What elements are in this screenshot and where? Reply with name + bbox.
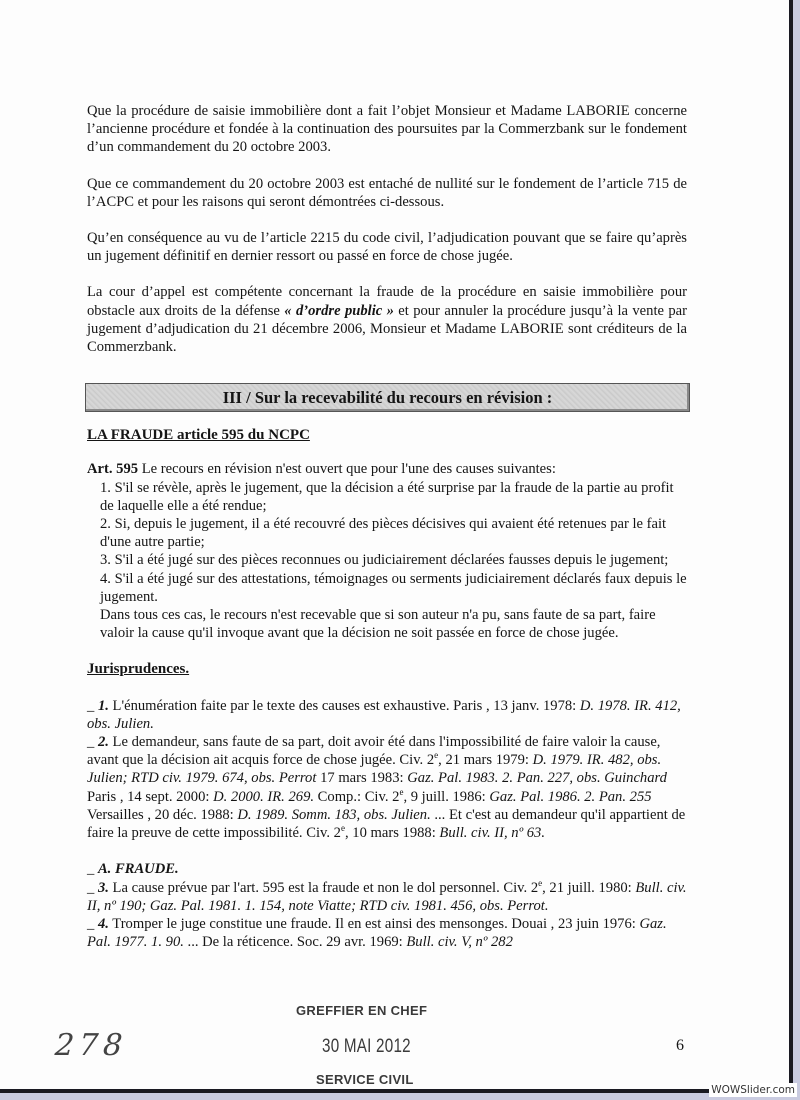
stamp-date: 30 MAI 2012 (322, 1036, 411, 1057)
fraud-heading: LA FRAUDE article 595 du NCPC (87, 427, 310, 444)
handwritten-number: 278 (53, 1028, 129, 1063)
stamp-service: SERVICE CIVIL (316, 1072, 414, 1087)
paragraph-3: Qu’en conséquence au vu de l’article 2215 du code civil, l’adjudication pouvant que se faire qu’après un jugement définitif en dernier ressort ou passé en force de chose jugée. (87, 230, 687, 265)
article-item-2: 2. Si, depuis le jugement, il a été recouvré des pièces décisives qui avaient été retenues par le fait d'une autre partie; (100, 516, 667, 551)
article-item-3: 3. S'il a été jugé sur des pièces reconnues ou judiciairement déclarées fausses depuis le jugement; (100, 552, 669, 569)
fraude-subheading: _ A. FRAUDE. (87, 861, 179, 878)
paragraph-4: La cour d’appel est compétente concernant la fraude de la procédure en saisie immobilière pour obstacle aux droits de la défense « d’ordre public » et pour annuler la procédure jusqu’à la vente par jugement d’adjudication du 21 décembre 2006, Monsieur et Madame LABORIE sont créditeurs de la Commerzbank. (87, 284, 687, 356)
article-conclusion: Dans tous ces cas, le recours n'est recevable que si son auteur n'a pu, sans faute de sa part, faire valoir la cause qu'il invoque avant que la décision ne soit passée en force de chose jugée. (100, 607, 656, 642)
watermark: WOWSlider.com (711, 1084, 795, 1096)
jurisprudence-2: _ 2. Le demandeur, sans faute de sa part, doit avoir été dans l'impossibilité de faire valoir la cause, avant que la décision ait acquis force de chose jugée. Civ. 2e, 21 mars 1979: D. 1979. IR. 482, obs. Julien; RTD civ. 1979. 674, obs. Perrot 17 mars 1983: Gaz. Pal. 1983. 2. Pan. 227, obs. Guinchard Paris , 14 sept. 2000: D. 2000. IR. 269. Comp.: Civ. 2e, 9 juill. 1986: Gaz. Pal. 1986. 2. Pan. 255 Versailles , 20 déc. 1988: D. 1989. Somm. 183, obs. Julien. ... Et c'est au demandeur qu'il appartient de faire la preuve de cette impossibilité. Civ. 2e, 10 mars 1988: Bull. civ. II, nº 63. (87, 734, 686, 842)
section-banner: III / Sur la recevabilité du recours en révision : (85, 383, 690, 412)
ordre-public-emphasis: « d’ordre public » (284, 302, 394, 319)
article-label: Art. 595 (87, 461, 139, 478)
page-number: 6 (676, 1037, 684, 1054)
jurisprudence-1: _ 1. L'énumération faite par le texte des causes est exhaustive. Paris , 13 janv. 1978: D. 1978. IR. 412, obs. Julien. (87, 697, 681, 732)
jurisprudence-3: _ 3. La cause prévue par l'art. 595 est la fraude et non le dol personnel. Civ. 2e, 21 juill. 1980: Bull. civ. II, nº 190; Gaz. Pal. 1981. 1. 154, note Viatte; RTD civ. 1981. 456, obs. Perrot. (87, 877, 687, 914)
document-body (87, 102, 687, 951)
jurisprudence-4: _ 4. Tromper le juge constitue une fraude. Il en est ainsi des mensonges. Douai , 23 juin 1976: Gaz. Pal. 1977. 1. 90. ... De la réticence. Soc. 29 avr. 1969: Bull. civ. V, nº 282 (87, 915, 667, 951)
paragraph-2: Que ce commandement du 20 octobre 2003 est entaché de nullité sur le fondement de l’article 715 de l’ACPC et pour les raisons qui seront démontrées ci-dessous. (87, 175, 687, 210)
jurisprudence-heading: Jurisprudences. (87, 661, 190, 678)
article-item-4: 4. S'il a été jugé sur des attestations, témoignages ou serments judiciairement déclarés faux depuis le jugement. (100, 570, 687, 605)
article-intro: Art. 595 Le recours en révision n'est ouvert que pour l'une des causes suivantes: (87, 461, 556, 478)
paragraph-1: Que la procédure de saisie immobilière dont a fait l’objet Monsieur et Madame LABORIE concerne l’ancienne procédure et fondée à la continuation des poursuites par la Commerzbank sur le fondement d’un commandement du 20 octobre 2003. (87, 103, 687, 156)
stamp-greffier: GREFFIER EN CHEF (296, 1003, 428, 1018)
article-item-1: 1. S'il se révèle, après le jugement, que la décision a été surprise par la fraude de la partie au profit de laquelle elle a été rendue; (100, 479, 674, 514)
